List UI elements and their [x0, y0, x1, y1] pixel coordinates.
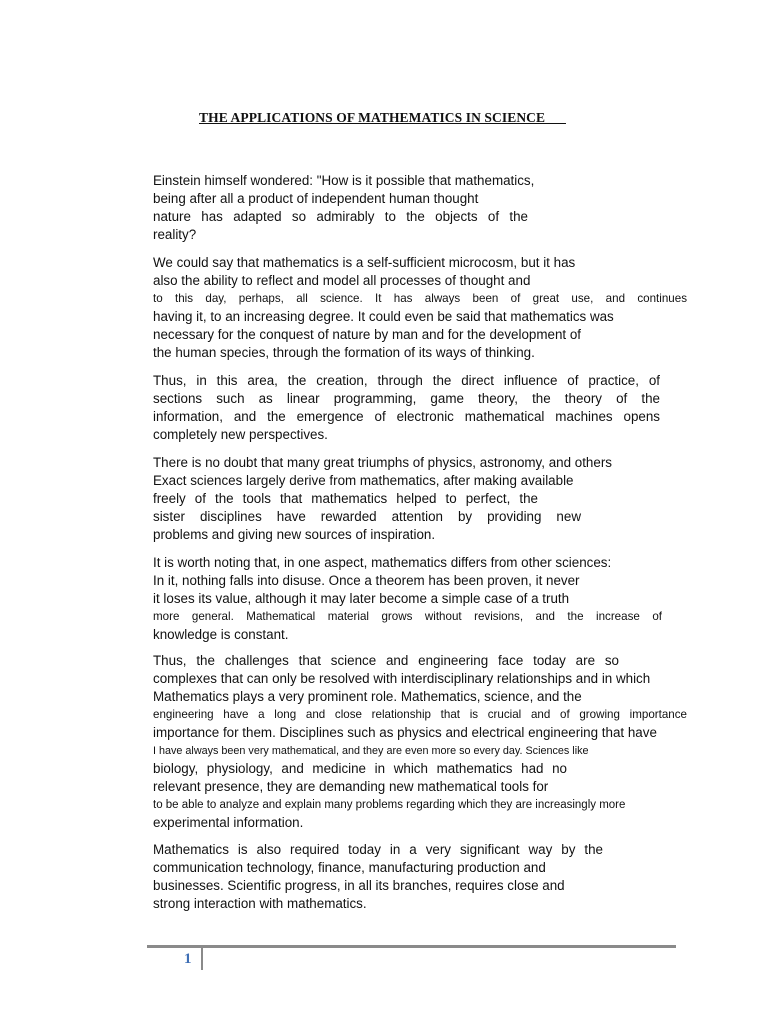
paragraph-line: sections such as linear programming, game theory, the theory of the	[153, 391, 660, 406]
paragraph-3	[153, 372, 660, 444]
paragraph-1	[153, 172, 561, 244]
paragraph-line: biology, physiology, and medicine in which mathematics had no	[153, 761, 567, 776]
paragraph-5	[153, 554, 662, 644]
paragraph-line: Thus, the challenges that science and engineering face today are so	[153, 653, 619, 668]
paragraph-line: to be able to analyze and explain many problems regarding which they are increasingly more	[153, 799, 626, 811]
paragraph-line: It is worth noting that, in one aspect, mathematics differs from other sciences:	[153, 555, 612, 570]
paragraph-2	[153, 254, 687, 362]
paragraph-line: engineering have a long and close relationship that is crucial and of growing importance	[153, 708, 687, 721]
paragraph-line: being after all a product of independent human thought	[153, 191, 479, 206]
paragraph-line: information, and the emergence of electronic mathematical machines opens	[153, 409, 660, 424]
page-number: 1	[184, 951, 192, 967]
paragraph-line: There is no doubt that many great triumphs of physics, astronomy, and others	[153, 455, 612, 470]
paragraph-line: reality?	[153, 227, 197, 242]
paragraph-line: importance for them. Disciplines such as physics and electrical engineering that have	[153, 725, 657, 740]
paragraph-line: nature has adapted so admirably to the objects of the	[153, 209, 528, 224]
paragraph-line: it loses its value, although it may later become a simple case of a truth	[153, 591, 570, 606]
paragraph-line: Exact sciences largely derive from mathematics, after making available	[153, 473, 574, 488]
paragraph-line: Einstein himself wondered: "How is it possible that mathematics,	[153, 173, 535, 188]
paragraph-line: complexes that can only be resolved with interdisciplinary relationships and in which	[153, 671, 651, 686]
paragraph-line: to this day, perhaps, all science. It has always been of great use, and continues	[153, 292, 687, 305]
paragraph-line: experimental information.	[153, 815, 304, 830]
paragraph-line: In it, nothing falls into disuse. Once a theorem has been proven, it never	[153, 573, 580, 588]
paragraph-line: relevant presence, they are demanding new mathematical tools for	[153, 779, 549, 794]
paragraph-line: more general. Mathematical material grows without revisions, and the increase of	[153, 610, 662, 623]
paragraph-line: completely new perspectives.	[153, 427, 328, 442]
paragraph-line: Thus, in this area, the creation, through the direct influence of practice, of	[153, 373, 660, 388]
paragraph-line: Mathematics is also required today in a very significant way by the	[153, 842, 603, 857]
paragraph-line: the human species, through the formation of its ways of thinking.	[153, 345, 535, 360]
paragraph-line: having it, to an increasing degree. It could even be said that mathematics was	[153, 309, 614, 324]
paragraph-line: Mathematics plays a very prominent role. Mathematics, science, and the	[153, 689, 582, 704]
paragraph-line: knowledge is constant.	[153, 627, 289, 642]
paragraph-line: businesses. Scientific progress, in all its branches, requires close and	[153, 878, 565, 893]
paragraph-line: communication technology, finance, manufacturing production and	[153, 860, 546, 875]
paragraph-6	[153, 652, 687, 832]
paragraph-line: freely of the tools that mathematics helped to perfect, the	[153, 491, 538, 506]
paragraph-4	[153, 454, 661, 544]
paragraph-line: We could say that mathematics is a self-sufficient microcosm, but it has	[153, 255, 576, 270]
footer-rule	[147, 945, 676, 948]
paragraph-7	[153, 841, 603, 913]
paragraph-line: sister disciplines have rewarded attention by providing new	[153, 509, 581, 524]
paragraph-line: necessary for the conquest of nature by man and for the development of	[153, 327, 582, 342]
paragraph-line: problems and giving new sources of inspiration.	[153, 527, 436, 542]
paragraph-line: strong interaction with mathematics.	[153, 896, 367, 911]
document-title: THE APPLICATIONS OF MATHEMATICS IN SCIENCE	[199, 110, 566, 125]
page-number-divider	[201, 948, 203, 970]
paragraph-line: I have always been very mathematical, and they are even more so every day. Sciences like	[153, 745, 589, 757]
paragraph-line: also the ability to reflect and model all processes of thought and	[153, 273, 531, 288]
